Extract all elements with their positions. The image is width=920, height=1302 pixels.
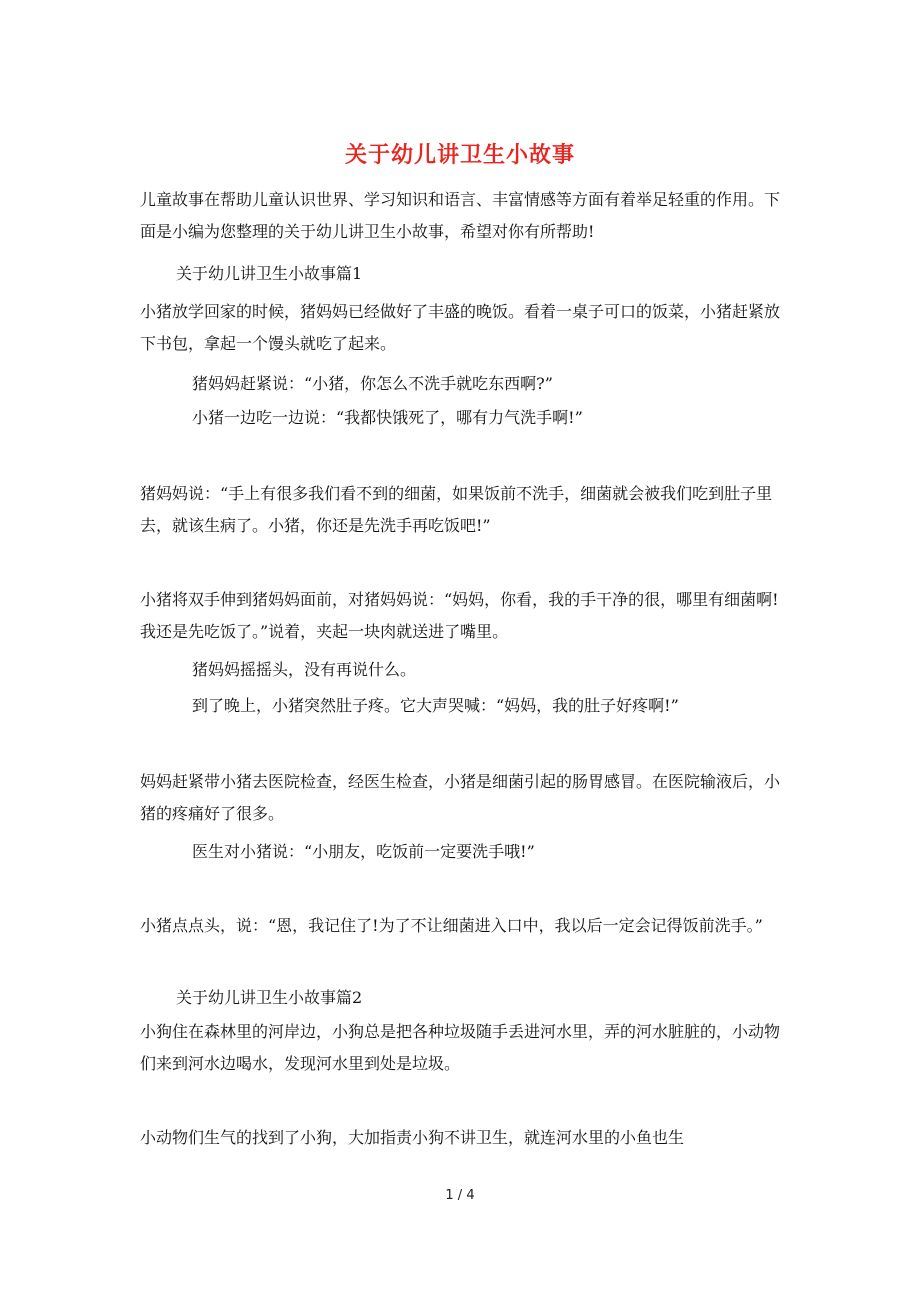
- story-1-paragraph: 妈妈赶紧带小猪去医院检查，经医生检查，小猪是细菌引起的肠胃感冒。在医院输液后，小猪的疼痛好了很多。: [140, 772, 781, 823]
- story-2-paragraph: 小狗住在森林里的河岸边，小狗总是把各种垃圾随手丢进河水里，弄的河水脏脏的，小动物们来到河水边喝水，发现河水里到处是垃圾。: [140, 1022, 781, 1073]
- story-1-dialogue: 小猪一边吃一边说：“我都快饿死了，哪有力气洗手啊!”: [192, 408, 583, 427]
- story-1-dialogue: 医生对小猪说：“小朋友，吃饭前一定要洗手哦!”: [192, 842, 535, 861]
- document-title: 关于幼儿讲卫生小故事: [344, 142, 575, 168]
- story-1-paragraph: 猪妈妈说：“手上有很多我们看不到的细菌，如果饭前不洗手，细菌就会被我们吃到肚子里去，就该生病了。小猪，你还是先洗手再吃饭吧!”: [140, 484, 773, 535]
- story-2-paragraph: 小动物们生气的找到了小狗，大加指责小狗不讲卫生，就连河水里的小鱼也生: [140, 1128, 685, 1147]
- story-1-heading: 关于幼儿讲卫生小故事篇1: [176, 264, 363, 283]
- story-2-heading: 关于幼儿讲卫生小故事篇2: [176, 988, 363, 1007]
- page-number: 1 / 4: [445, 1188, 475, 1203]
- story-1-paragraph: 小猪放学回家的时候，猪妈妈已经做好了丰盛的晚饭。看着一桌子可口的饭菜，小猪赶紧放下书包，拿起一个馒头就吃了起来。: [140, 302, 781, 353]
- story-1-dialogue: 到了晚上，小猪突然肚子疼。它大声哭喊：“妈妈，我的肚子好疼啊!”: [192, 696, 679, 715]
- intro-paragraph: 儿童故事在帮助儿童认识世界、学习知识和语言、丰富情感等方面有着举足轻重的作用。下面是小编为您整理的关于幼儿讲卫生小故事，希望对你有所帮助!: [140, 190, 781, 241]
- story-1-paragraph: 小猪将双手伸到猪妈妈面前，对猪妈妈说：“妈妈，你看，我的手干净的很，哪里有细菌啊!我还是先吃饭了。”说着，夹起一块肉就送进了嘴里。: [140, 590, 779, 641]
- story-1-paragraph: 猪妈妈摇摇头，没有再说什么。: [192, 660, 417, 679]
- story-1-dialogue: 猪妈妈赶紧说：“小猪，你怎么不洗手就吃东西啊?”: [192, 374, 553, 393]
- story-1-paragraph: 小猪点点头，说：“恩，我记住了!为了不让细菌进入口中，我以后一定会记得饭前洗手。”: [140, 916, 763, 935]
